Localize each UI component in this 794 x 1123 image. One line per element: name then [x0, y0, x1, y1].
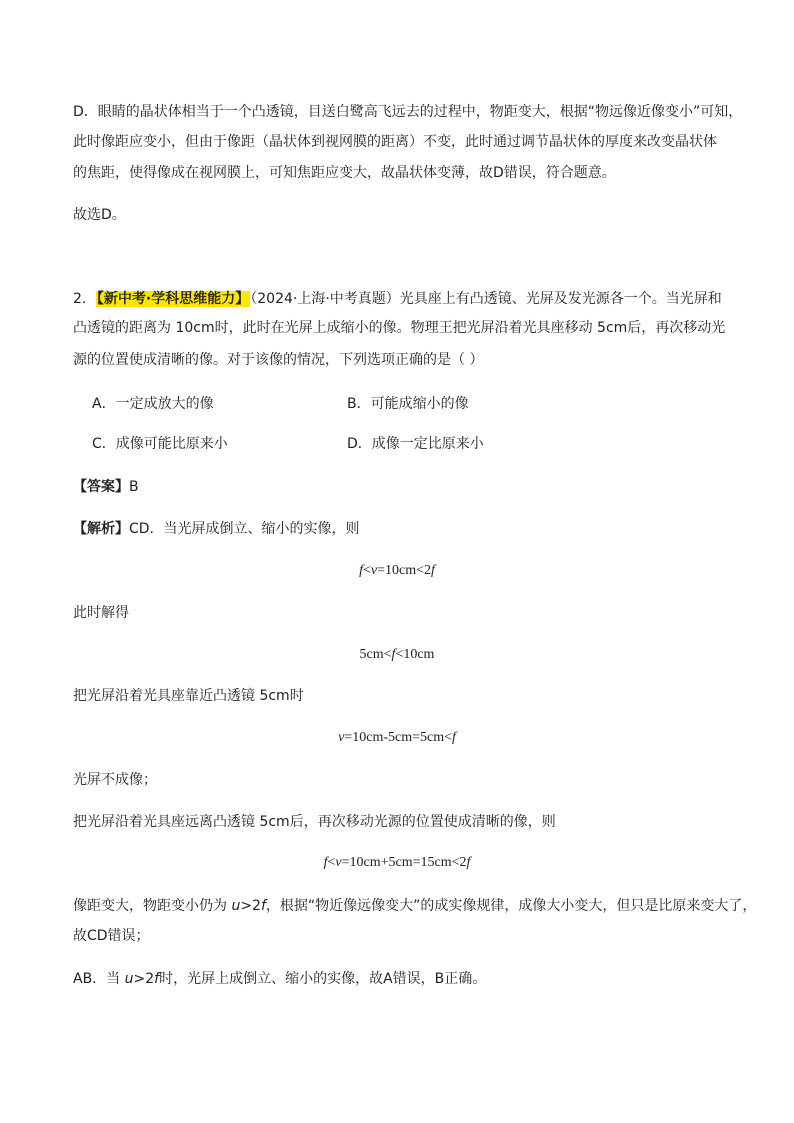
question-category-tag: 【新中考·学科思维能力】	[96, 291, 250, 307]
prev-answer-d-line2: 此时像距应变小，但由于像距（晶状体到视网膜的距离）不变，此时通过调节晶状体的厚度来改变晶状体	[73, 134, 717, 150]
equation-3: v=10cm-5cm=5cm<f	[338, 730, 456, 745]
move-far-text: 把光屏沿着光具座远离凸透镜 5cm后，再次移动光源的位置使成清晰的像，则	[73, 814, 556, 830]
no-image-text: 光屏不成像；	[73, 772, 157, 788]
option-a: A．一定成放大的像	[92, 396, 214, 412]
option-b: B．可能成缩小的像	[347, 396, 469, 412]
ab-conclusion: AB．当 u>2f时，光屏上成倒立、缩小的实像，故A错误，B正确。	[73, 971, 487, 987]
analysis-intro: CD．当光屏成倒立、缩小的实像，则	[129, 521, 360, 537]
prev-answer-d-line3: 的焦距，使得像成在视网膜上，可知焦距应变大，故晶状体变薄，故D错误，符合题意。	[73, 165, 616, 181]
question-number: 2．	[73, 291, 96, 307]
move-close-text: 把光屏沿着光具座靠近凸透镜 5cm时	[73, 688, 304, 704]
option-d: D．成像一定比原来小	[347, 436, 484, 452]
question-stem-line3: 源的位置使成清晰的像。对于该像的情况，下列选项正确的是（ ）	[73, 352, 484, 368]
question-stem-line2: 凸透镜的距离为 10cm时，此时在光屏上成缩小的像。物理王把光屏沿着光具座移动 5cm后，再次移动光	[73, 320, 726, 336]
question-source: （2024·上海·中考真题）光具座上有凸透镜、光屏及发光源各一个。当光屏和	[250, 291, 722, 307]
prev-answer-conclusion: 故选D。	[73, 207, 126, 223]
answer-tag: 【答案】	[73, 479, 129, 495]
answer-line	[73, 477, 139, 497]
equation-1: f<v=10cm<2f	[359, 563, 435, 578]
analysis-intro-line	[73, 519, 360, 539]
prev-answer-d-line1: D．眼睛的晶状体相当于一个凸透镜，目送白鹭高飞远去的过程中，物距变大，根据“物远像近像变小”可知，	[73, 104, 743, 120]
solve-text: 此时解得	[73, 605, 129, 621]
analysis-tag: 【解析】	[73, 521, 129, 537]
answer-value: B	[129, 479, 139, 495]
equation-2: 5cm<f<10cm	[359, 647, 435, 662]
conclusion-line2: 故CD错误；	[73, 928, 150, 944]
option-c: C．成像可能比原来小	[92, 436, 228, 452]
question-stem-line1	[73, 289, 722, 309]
equation-4: f<v=10cm+5cm=15cm<2f	[323, 855, 471, 870]
conclusion-line1: 像距变大，物距变小仍为 u>2f，根据“物近像远像变大”的成实像规律，成像大小变大，但只是比原来变大了，	[73, 898, 757, 914]
